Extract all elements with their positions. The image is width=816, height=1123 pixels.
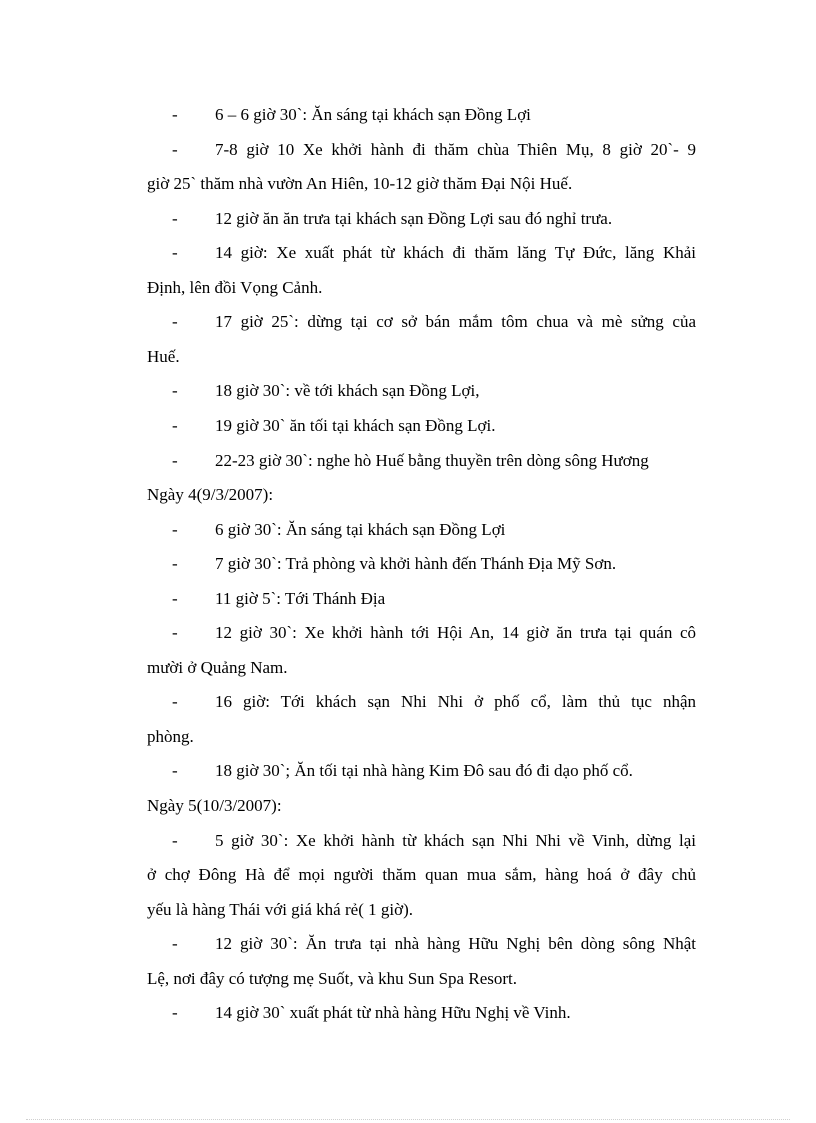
list-item-continuation xyxy=(0,655,816,681)
bullet-dash: - xyxy=(172,588,178,608)
bullet-dash: - xyxy=(172,208,178,228)
list-item xyxy=(0,137,816,163)
list-item xyxy=(0,240,816,266)
bullet-dash: - xyxy=(172,519,178,539)
list-item-text: 18 giờ 30`: về tới khách sạn Đồng Lợi, xyxy=(215,381,480,401)
list-item xyxy=(0,586,816,612)
bullet-dash: - xyxy=(172,415,178,435)
day-heading xyxy=(0,482,816,508)
list-item-continuation xyxy=(0,966,816,992)
list-item-continuation-text: yếu là hàng Thái với giá khá rẻ( 1 giờ). xyxy=(147,899,413,919)
list-item-text: 6 – 6 giờ 30`: Ăn sáng tại khách sạn Đồng Lợi xyxy=(215,105,531,124)
list-item-text: 19 giờ 30` ăn tối tại khách sạn Đồng Lợi. xyxy=(215,415,496,435)
bullet-dash: - xyxy=(172,105,178,124)
list-item xyxy=(0,689,816,715)
list-item xyxy=(0,206,816,232)
list-item-text: 16 giờ: Tới khách sạn Nhi Nhi ở phố cổ, làm thủ tục nhận xyxy=(215,692,696,712)
list-item-continuation xyxy=(0,897,816,923)
list-item-text: 18 giờ 30`; Ăn tối tại nhà hàng Kim Đô sau đó đi dạo phố cổ. xyxy=(215,761,633,781)
bullet-dash: - xyxy=(172,934,178,954)
bullet-dash: - xyxy=(172,450,178,470)
list-item-continuation xyxy=(0,171,816,197)
list-item xyxy=(0,551,816,577)
list-item-continuation xyxy=(0,724,816,750)
list-item xyxy=(0,517,816,543)
list-item xyxy=(0,1000,816,1026)
list-item xyxy=(0,413,816,439)
list-item-text: 12 giờ 30`: Ăn trưa tại nhà hàng Hữu Nghị bên dòng sông Nhật xyxy=(215,934,696,954)
day-heading xyxy=(0,793,816,819)
bullet-dash: - xyxy=(172,139,178,159)
list-item-text: 12 giờ ăn ăn trưa tại khách sạn Đồng Lợi sau đó nghỉ trưa. xyxy=(215,208,613,228)
bullet-dash: - xyxy=(172,761,178,781)
list-item-continuation-text: phòng. xyxy=(147,726,194,746)
list-item-continuation xyxy=(0,275,816,301)
bullet-dash: - xyxy=(172,312,178,332)
list-item-text: 12 giờ 30`: Xe khởi hành tới Hội An, 14 giờ ăn trưa tại quán cô xyxy=(215,623,696,643)
list-item-continuation-text: Lệ, nơi đây có tượng mẹ Suốt, và khu Sun Spa Resort. xyxy=(147,968,517,988)
bullet-dash: - xyxy=(172,554,178,574)
day-heading-text: Ngày 4(9/3/2007): xyxy=(147,485,274,505)
list-item-text: 22-23 giờ 30`: nghe hò Huế bằng thuyền trên dòng sông Hương xyxy=(215,450,649,470)
list-item-continuation-text: mười ở Quảng Nam. xyxy=(147,657,288,677)
list-item xyxy=(0,378,816,404)
list-item xyxy=(0,102,816,128)
bullet-dash: - xyxy=(172,692,178,712)
list-item-text: 14 giờ 30` xuất phát từ nhà hàng Hữu Nghị về Vinh. xyxy=(215,1003,571,1023)
list-item-text: 11 giờ 5`: Tới Thánh Địa xyxy=(215,588,386,608)
bullet-dash: - xyxy=(172,243,178,263)
page-bottom-divider xyxy=(26,1119,790,1120)
list-item-text: 17 giờ 25`: dừng tại cơ sở bán mắm tôm chua và mè sửng của xyxy=(215,312,696,332)
list-item-text: 6 giờ 30`: Ăn sáng tại khách sạn Đồng Lợi xyxy=(215,519,506,539)
list-item xyxy=(0,448,816,474)
list-item xyxy=(0,620,816,646)
bullet-dash: - xyxy=(172,623,178,643)
bullet-dash: - xyxy=(172,381,178,401)
bullet-dash: - xyxy=(172,830,178,850)
list-item-continuation xyxy=(0,344,816,370)
list-item xyxy=(0,828,816,854)
list-item-continuation-text: ở chợ Đông Hà để mọi người thăm quan mua sắm, hàng hoá ở đây chủ xyxy=(147,865,696,885)
list-item xyxy=(0,309,816,335)
list-item xyxy=(0,758,816,784)
list-item-text: 14 giờ: Xe xuất phát từ khách đi thăm lăng Tự Đức, lăng Khải xyxy=(215,243,696,263)
list-item-continuation-text: Huế. xyxy=(147,346,180,366)
list-item-continuation-text: giờ 25` thăm nhà vườn An Hiên, 10-12 giờ thăm Đại Nội Huế. xyxy=(147,174,573,194)
bullet-dash: - xyxy=(172,1003,178,1023)
day-heading-text: Ngày 5(10/3/2007): xyxy=(147,796,282,815)
list-item-text: 7-8 giờ 10 Xe khởi hành đi thăm chùa Thiên Mụ, 8 giờ 20`- 9 xyxy=(215,139,696,159)
list-item-text: 5 giờ 30`: Xe khởi hành từ khách sạn Nhi Nhi về Vinh, dừng lại xyxy=(215,830,696,850)
list-item-continuation-text: Định, lên đồi Vọng Cảnh. xyxy=(147,277,323,297)
list-item-continuation xyxy=(0,862,816,888)
list-item-text: 7 giờ 30`: Trả phòng và khởi hành đến Thánh Địa Mỹ Sơn. xyxy=(215,554,617,574)
list-item xyxy=(0,931,816,957)
